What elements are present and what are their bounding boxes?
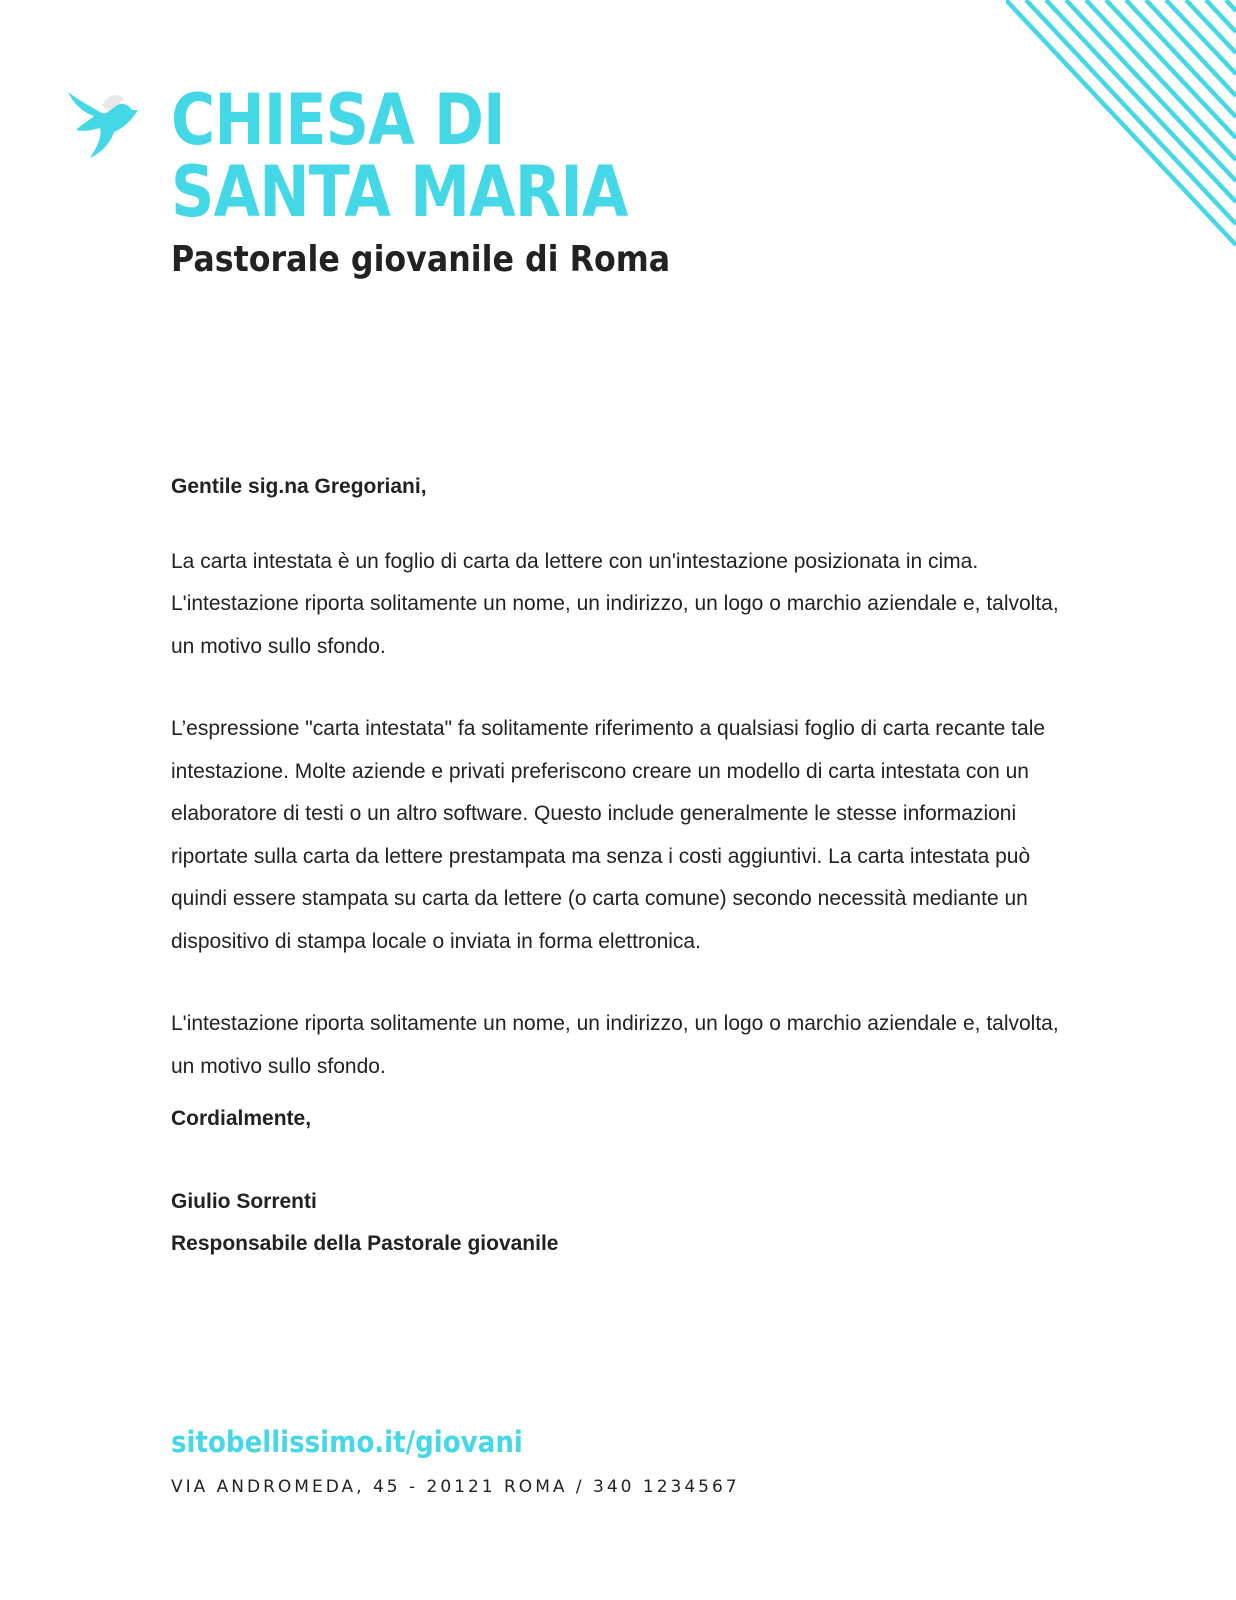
letter-greeting: Gentile sig.na Gregoriani,: [171, 475, 427, 498]
dove-icon: [62, 88, 144, 166]
letter-paragraph-3: L'intestazione riporta solitamente un nome, un indirizzo, un logo o marchio aziendale e, talvolta, un motivo sullo sfondo.: [171, 1012, 1059, 1078]
footer-address: VIA ANDROMEDA, 45 - 20121 ROMA / 340 1234567: [171, 1477, 740, 1497]
letter-paragraph-2: L’espressione "carta intestata" fa solitamente riferimento a qualsiasi foglio di carta recante tale intestazione. Molte aziende e privati preferiscono creare un modello di carta intestata con un elaboratore di testi o un altro software. Questo include generalmente le stesse informazioni riportate sulla carta da lettere prestampata ma senza i costi aggiuntivi. La carta intestata può quindi essere stampata su carta da lettere (o carta comune) secondo necessità mediante un dispositivo di stampa locale o inviata in forma elettronica.: [171, 717, 1046, 953]
church-name-line2: SANTA MARIA: [171, 151, 628, 233]
church-name-line1: CHIESA DI: [171, 79, 505, 161]
church-name: [171, 79, 628, 233]
signature-name: Giulio Sorrenti: [171, 1189, 317, 1213]
letter-closing: Cordialmente,: [171, 1107, 312, 1130]
diagonal-stripes-decoration: [1006, 0, 1236, 250]
church-subtitle: Pastorale giovanile di Roma: [171, 239, 671, 280]
signature-role: Responsabile della Pastorale giovanile: [171, 1232, 559, 1255]
letter-paragraph-1: La carta intestata è un foglio di carta da lettere con un'intestazione posizionata in cima. L'intestazione riporta solitamente un nome, un indirizzo, un logo o marchio aziendale e, talvolta, un motivo sullo sfondo.: [171, 549, 1059, 658]
letter-body: [171, 466, 1071, 1266]
footer-website: sitobellissimo.it/giovani: [171, 1425, 523, 1459]
